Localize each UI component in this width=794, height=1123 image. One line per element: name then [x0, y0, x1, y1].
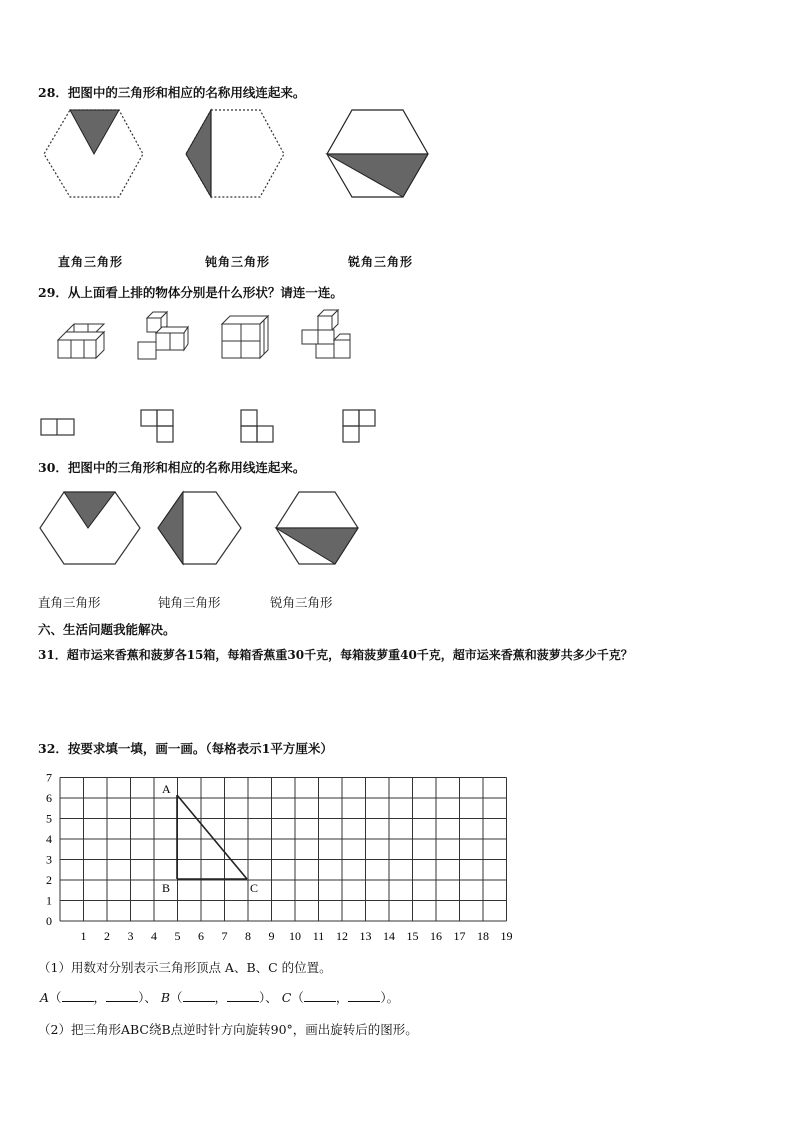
- q30-title: 30．把图中的三角形和相应的名称用线连起来。: [38, 460, 306, 475]
- y-tick-label: 3: [46, 852, 52, 867]
- y-tick-label: 0: [46, 914, 52, 928]
- x-tick-label: 19: [500, 929, 513, 943]
- answer-c-y-blank[interactable]: [348, 989, 380, 1002]
- q32-title: 32．按要求填一填，画一画。（每格表示1平方厘米）: [38, 741, 333, 756]
- close-paren: ）、: [259, 990, 278, 1005]
- grid-lines: [60, 778, 507, 922]
- y-tick-label: 2: [46, 873, 52, 887]
- x-tick-label: 13: [359, 929, 372, 943]
- q32-sub2: （2）把三角形ABC绕B点逆时针方向旋转90°，画出旋转后的图形。: [38, 1022, 418, 1037]
- q28-title: 28．把图中的三角形和相应的名称用线连起来。: [38, 85, 306, 100]
- answer-b-x-blank[interactable]: [183, 989, 215, 1002]
- q32-answer-row: [40, 988, 399, 1006]
- answer-a-letter: A: [40, 990, 50, 1005]
- x-tick-label: 5: [174, 929, 181, 943]
- open-paren: （: [170, 990, 183, 1005]
- x-tick-label: 15: [406, 929, 419, 943]
- open-paren: （: [291, 990, 304, 1005]
- answer-c-x-blank[interactable]: [304, 989, 336, 1002]
- x-tick-label: 7: [221, 929, 228, 943]
- y-tick-label: 5: [46, 811, 52, 826]
- comma: ，: [214, 990, 228, 1005]
- triangle-abc: [177, 795, 247, 879]
- close-paren-last: ）。: [380, 990, 400, 1005]
- q30-label-acute: 锐角三角形: [270, 595, 333, 610]
- point-b-label: B: [162, 881, 171, 895]
- x-tick-label: 16: [430, 929, 442, 943]
- q30-label-obtuse: 钝角三角形: [158, 595, 221, 610]
- answer-a-x-blank[interactable]: [62, 989, 94, 1002]
- comma: ，: [335, 990, 349, 1005]
- x-tick-label: 2: [104, 929, 110, 943]
- x-tick-label: 18: [477, 929, 489, 943]
- y-tick-label: 4: [46, 832, 52, 846]
- x-tick-label: 9: [268, 929, 275, 943]
- answer-c-letter: C: [281, 990, 292, 1005]
- q29-title: 29．从上面看上排的物体分别是什么形状？请连一连。: [38, 285, 343, 300]
- x-tick-label: 14: [383, 929, 395, 943]
- close-paren: ）、: [138, 990, 157, 1005]
- point-a-label: A: [162, 782, 171, 796]
- y-tick-label: 7: [46, 770, 52, 785]
- y-tick-labels: [46, 771, 52, 929]
- x-tick-label: 6: [198, 929, 204, 943]
- q28-label-obtuse: 钝角三角形: [205, 255, 271, 269]
- point-c-label: C: [250, 881, 259, 895]
- x-tick-label: 17: [453, 929, 466, 943]
- x-tick-label: 12: [336, 929, 348, 943]
- x-tick-label: 11: [312, 929, 325, 943]
- x-tick-labels: [81, 929, 513, 943]
- q31-title: 31．超市运来香蕉和菠萝各15箱，每箱香蕉重30千克，每箱菠萝重40千克，超市运来香蕉和菠萝共多少千克？: [38, 648, 633, 662]
- x-tick-label: 8: [245, 929, 251, 943]
- x-tick-label: 10: [289, 929, 301, 943]
- answer-a-y-blank[interactable]: [106, 989, 138, 1002]
- y-tick-label: 6: [46, 791, 52, 805]
- section-6-title: 六、生活问题我能解决。: [38, 622, 176, 637]
- q28-label-acute: 锐角三角形: [348, 255, 414, 269]
- q32-sub1: （1）用数对分别表示三角形顶点 A、B、C 的位置。: [38, 960, 332, 975]
- answer-b-y-blank[interactable]: [227, 989, 259, 1002]
- x-tick-label: 4: [151, 929, 157, 943]
- q30-label-right: 直角三角形: [38, 595, 101, 610]
- open-paren: （: [49, 990, 62, 1005]
- comma: ，: [93, 990, 107, 1005]
- y-tick-label: 1: [46, 893, 52, 908]
- q28-label-right: 直角三角形: [58, 255, 124, 269]
- x-tick-label: 1: [80, 929, 87, 943]
- answer-b-letter: B: [160, 990, 170, 1005]
- x-tick-label: 3: [127, 929, 134, 943]
